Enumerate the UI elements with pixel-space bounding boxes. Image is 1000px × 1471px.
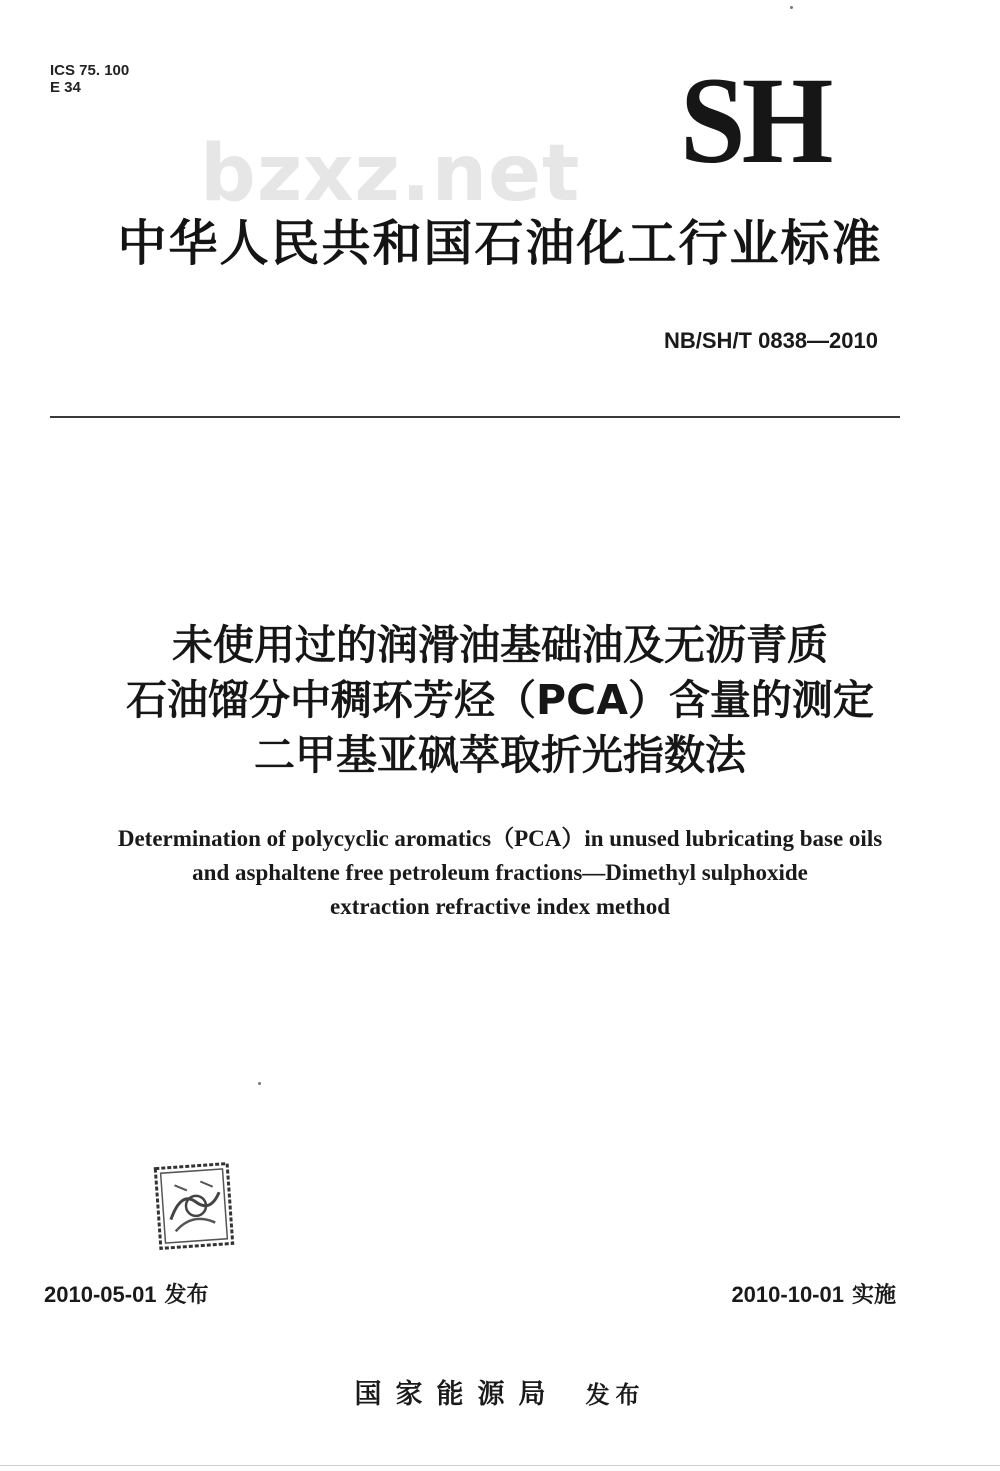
issue-date: 2010-05-01 [44, 1282, 157, 1307]
chinese-title-line: 二甲基亚砜萃取折光指数法 [254, 731, 746, 779]
anti-counterfeit-stamp [152, 1160, 236, 1252]
chinese-title-line: 未使用过的润滑油基础油及无沥青质 [172, 621, 828, 669]
sh-logo: SH [680, 51, 830, 190]
issue-date-block [44, 1278, 209, 1309]
ics-code: ICS 75. 100 [50, 62, 130, 79]
publisher-action: 发布 [585, 1381, 646, 1409]
watermark: bzxz.net [200, 129, 581, 219]
publisher-line [0, 1372, 1000, 1411]
english-title-line: extraction refractive index method [329, 894, 670, 919]
implement-date: 2010-10-01 [731, 1282, 844, 1307]
header-divider [50, 416, 900, 418]
english-title-line: and asphaltene free petroleum fractions—Dimethyl sulphoxide [192, 860, 808, 885]
scan-speck [790, 6, 793, 9]
category-code: E 34 [50, 79, 81, 96]
classification-codes [50, 62, 129, 96]
publisher-org: 国家能源局 [354, 1379, 560, 1410]
standard-number: NB/SH/T 0838—2010 [664, 328, 878, 353]
english-title [0, 822, 1000, 924]
chinese-title-line: 石油馏分中稠环芳烃（PCA）含量的测定 [126, 676, 874, 724]
implement-label: 实施 [851, 1283, 896, 1308]
page-bottom-edge [0, 1465, 1000, 1466]
issue-label: 发布 [164, 1283, 209, 1308]
scan-speck [258, 1082, 261, 1085]
english-title-line: Determination of polycyclic aromatics（PCA）in unused lubricating base oils [117, 826, 883, 851]
chinese-title [0, 618, 1000, 783]
implement-date-block [731, 1278, 896, 1309]
standard-title: 中华人民共和国石油化工行业标准 [117, 215, 883, 272]
